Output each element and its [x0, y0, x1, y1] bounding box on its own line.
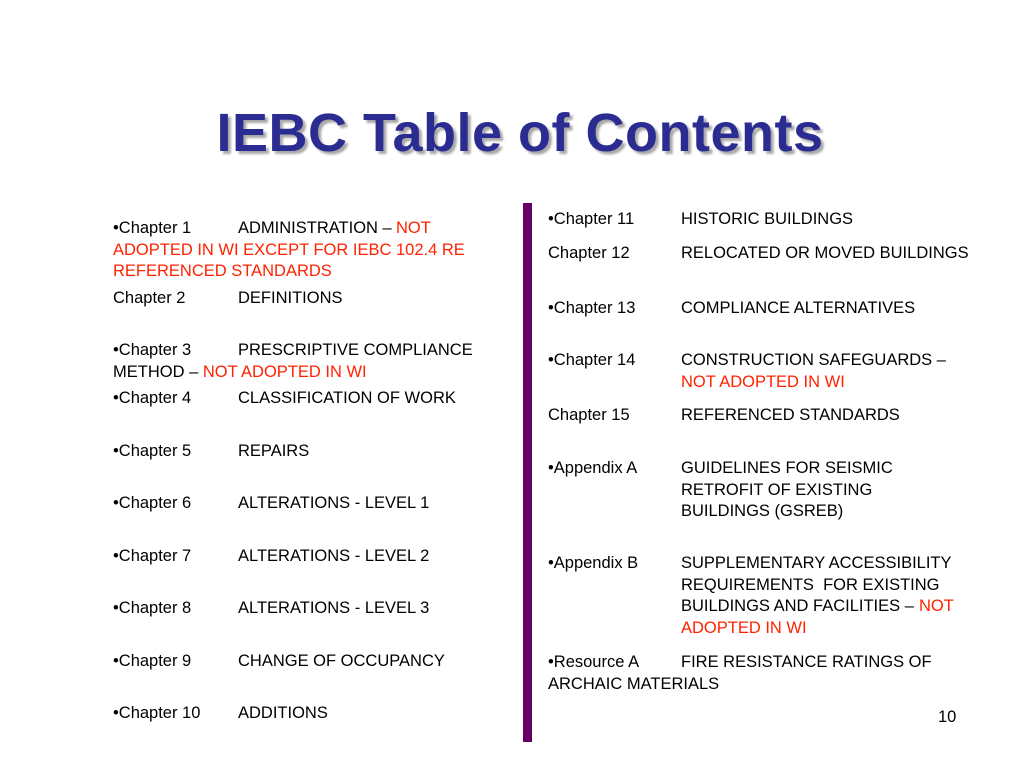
- right-toc-entry: [548, 405, 900, 427]
- toc-text: •Chapter 4: [113, 389, 192, 407]
- toc-line: [548, 596, 954, 618]
- right-toc-entry: [548, 652, 932, 695]
- toc-text: Chapter 2: [113, 289, 186, 307]
- toc-text: REQUIREMENTS FOR EXISTING: [681, 575, 940, 594]
- left-toc-entry: [113, 598, 430, 620]
- left-toc-entry: [113, 340, 473, 383]
- toc-line: [113, 598, 430, 620]
- toc-text: •Chapter 1: [113, 219, 192, 237]
- toc-text: •Chapter 13: [548, 299, 636, 317]
- toc-text: •Chapter 5: [113, 442, 192, 460]
- toc-text: BUILDINGS (GSREB): [681, 502, 844, 520]
- page-number: 10: [938, 708, 957, 726]
- highlight-text: NOT: [919, 597, 954, 615]
- toc-line: [113, 362, 367, 384]
- toc-line: [548, 480, 873, 502]
- highlight-text: ADOPTED IN WI EXCEPT FOR IEBC 102.4 RE: [113, 240, 465, 259]
- toc-text: CHANGE OF OCCUPANCY: [238, 652, 445, 670]
- toc-line: [113, 441, 310, 463]
- toc-line: [548, 652, 932, 674]
- highlight-text: NOT ADOPTED IN WI: [202, 362, 367, 381]
- toc-line: [548, 674, 719, 696]
- toc-text: ADMINISTRATION –: [238, 219, 397, 237]
- toc-text: •Chapter 3: [113, 341, 192, 359]
- left-toc-entry: [113, 703, 328, 725]
- left-toc-entry: [113, 388, 456, 410]
- toc-text: •Chapter 8: [113, 599, 192, 617]
- toc-line: [113, 546, 430, 568]
- toc-text: •Chapter 7: [113, 547, 192, 565]
- toc-text: CLASSIFICATION OF WORK: [238, 389, 456, 407]
- left-toc-entry: [113, 546, 430, 568]
- toc-text: HISTORIC BUILDINGS: [681, 210, 854, 228]
- toc-line: [113, 261, 465, 283]
- toc-text: ALTERATIONS - LEVEL 1: [238, 494, 430, 512]
- toc-line: [548, 575, 940, 597]
- toc-text: PRESCRIPTIVE COMPLIANCE: [238, 341, 473, 359]
- toc-text: Chapter 12: [548, 244, 630, 262]
- right-toc-entry: [548, 458, 893, 523]
- toc-text: REFERENCED STANDARDS: [681, 406, 900, 424]
- left-toc-entry: [113, 493, 430, 515]
- highlight-text: ADOPTED IN WI: [681, 618, 807, 637]
- toc-text: •Chapter 14: [548, 351, 636, 369]
- toc-text: RETROFIT OF EXISTING: [681, 480, 873, 499]
- toc-line: [113, 340, 473, 362]
- toc-text: ALTERATIONS - LEVEL 3: [238, 599, 430, 617]
- toc-text: •Chapter 10: [113, 704, 201, 722]
- toc-text: ARCHAIC MATERIALS: [548, 674, 720, 693]
- toc-text: Chapter 15: [548, 406, 630, 424]
- toc-text: SUPPLEMENTARY ACCESSIBILITY: [681, 554, 952, 572]
- toc-line: [548, 501, 844, 523]
- left-toc-entry: [113, 441, 310, 463]
- toc-text: COMPLIANCE ALTERNATIVES: [681, 299, 916, 317]
- toc-line: [548, 405, 900, 427]
- toc-line: [548, 553, 952, 575]
- toc-line: [548, 458, 893, 480]
- toc-line: [113, 703, 328, 725]
- toc-line: [113, 288, 343, 310]
- right-toc-entry: [548, 298, 916, 320]
- toc-text: •Appendix A: [548, 459, 638, 477]
- toc-text: ADDITIONS: [238, 704, 328, 722]
- left-toc-entry: [113, 288, 343, 310]
- toc-line: [548, 618, 807, 640]
- slide-title: IEBC Table of Contents: [216, 103, 824, 163]
- toc-text: BUILDINGS AND FACILITIES –: [681, 597, 919, 615]
- toc-text: GUIDELINES FOR SEISMIC: [681, 459, 893, 477]
- right-toc-entry: [548, 553, 954, 639]
- toc-line: [113, 493, 430, 515]
- toc-text: •Appendix B: [548, 554, 639, 572]
- vertical-divider: [523, 203, 532, 742]
- toc-text: FIRE RESISTANCE RATINGS OF: [681, 653, 932, 671]
- toc-line: [548, 372, 845, 394]
- toc-text: •Chapter 6: [113, 494, 192, 512]
- right-toc-entry: [548, 243, 969, 265]
- toc-text: METHOD –: [113, 362, 203, 381]
- toc-line: [548, 243, 969, 265]
- toc-text: •Resource A: [548, 653, 640, 671]
- toc-line: [113, 388, 456, 410]
- toc-text: DEFINITIONS: [238, 289, 343, 307]
- toc-text: ALTERATIONS - LEVEL 2: [238, 547, 430, 565]
- toc-line: [548, 209, 854, 231]
- toc-line: [548, 350, 946, 372]
- toc-text: CONSTRUCTION SAFEGUARDS –: [681, 351, 946, 369]
- toc-text: •Chapter 11: [548, 210, 635, 228]
- highlight-text: NOT: [396, 219, 431, 237]
- toc-line: [113, 240, 465, 262]
- right-toc-entry: [548, 209, 854, 231]
- toc-text: REPAIRS: [238, 442, 310, 460]
- left-toc-entry: [113, 651, 445, 673]
- left-toc-entry: [113, 218, 465, 283]
- toc-line: [548, 298, 916, 320]
- toc-line: [113, 218, 465, 240]
- right-toc-entry: [548, 350, 946, 393]
- toc-text: RELOCATED OR MOVED BUILDINGS: [681, 244, 969, 262]
- highlight-text: REFERENCED STANDARDS: [113, 262, 332, 280]
- highlight-text: NOT ADOPTED IN WI: [681, 372, 845, 391]
- toc-line: [113, 651, 445, 673]
- toc-text: •Chapter 9: [113, 652, 192, 670]
